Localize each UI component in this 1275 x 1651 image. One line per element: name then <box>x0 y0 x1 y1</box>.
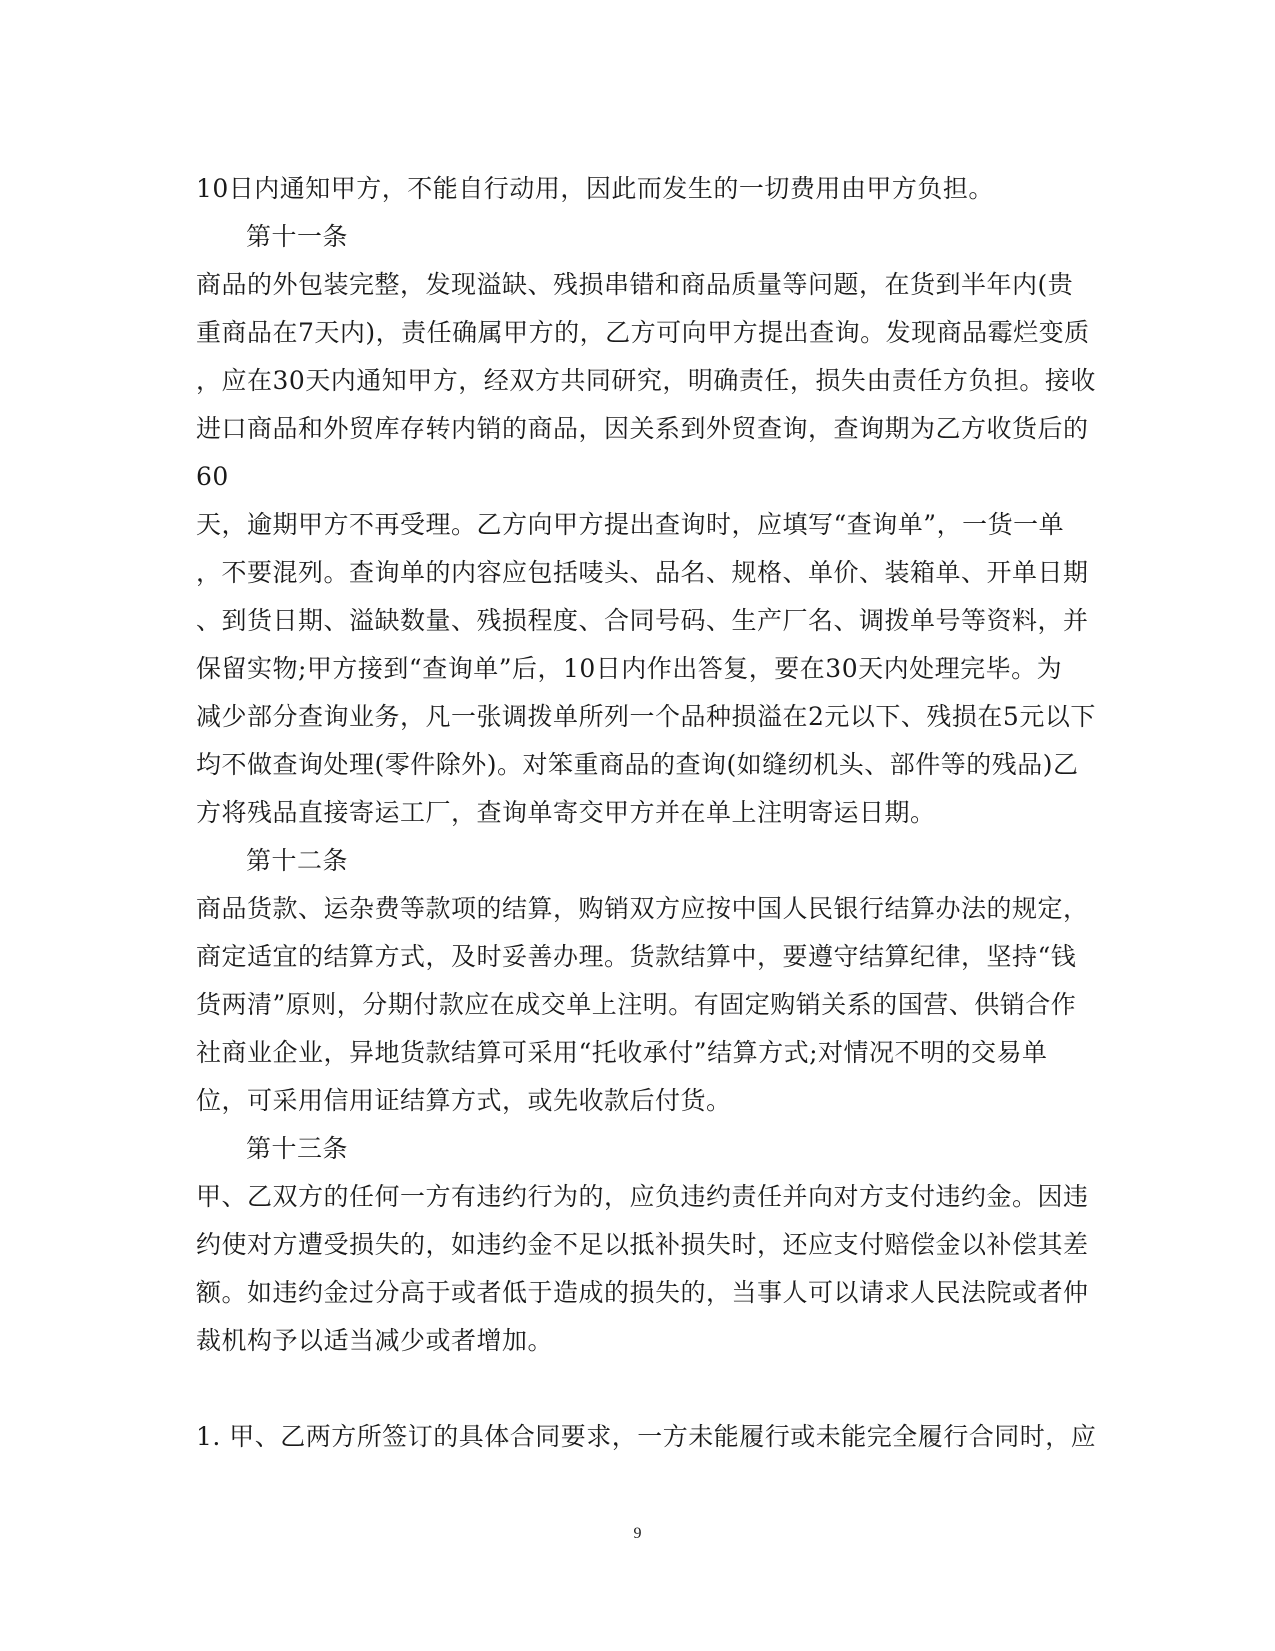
text-line: 减少部分查询业务，凡一张调拨单所列一个品种损溢在2元以下、残损在5元以下 <box>196 702 1096 731</box>
page-number: 9 <box>633 1525 642 1542</box>
text-line: 社商业企业，异地货款结算可采用“托收承付”结算方式;对情况不明的交易单 <box>196 1038 1048 1067</box>
article-heading: 第十一条 <box>246 222 349 251</box>
document-body <box>196 165 1097 1461</box>
text-line: 货两清”原则，分期付款应在成交单上注明。有固定购销关系的国营、供销合作 <box>196 990 1077 1019</box>
text-line: ，不要混列。查询单的内容应包括唛头、品名、规格、单价、装箱单、开单日期 <box>196 558 1089 587</box>
text-line: 、到货日期、溢缺数量、残损程度、合同号码、生产厂名、调拨单号等资料，并 <box>196 606 1089 635</box>
text-line: 保留实物;甲方接到“查询单”后，10日内作出答复，要在30天内处理完毕。为 <box>196 654 1063 683</box>
text-line: 位，可采用信用证结算方式，或先收款后付货。 <box>196 1086 732 1115</box>
text-line: 1. 甲、乙两方所签订的具体合同要求，一方未能履行或未能完全履行合同时，应 <box>196 1422 1097 1451</box>
text-line: 裁机构予以适当减少或者增加。 <box>196 1326 554 1355</box>
paragraph-gap <box>196 1365 1076 1413</box>
article-heading: 第十三条 <box>246 1134 349 1163</box>
text-line: 商品货款、运杂费等款项的结算，购销双方应按中国人民银行结算办法的规定， <box>196 894 1089 923</box>
article-heading: 第十二条 <box>246 846 349 875</box>
text-line: 商品的外包装完整，发现溢缺、残损串错和商品质量等问题，在货到半年内(贵 <box>196 270 1074 299</box>
text-line: 约使对方遭受损失的，如违约金不足以抵补损失时，还应支付赔偿金以补偿其差 <box>196 1230 1089 1259</box>
text-line: 天，逾期甲方不再受理。乙方向甲方提出查询时，应填写“查询单”，一货一单 <box>196 510 1065 539</box>
text-line: 60 <box>196 462 229 491</box>
text-line: 10日内通知甲方，不能自行动用，因此而发生的一切费用由甲方负担。 <box>196 174 994 203</box>
text-line: 额。如违约金过分高于或者低于造成的损失的，当事人可以请求人民法院或者仲 <box>196 1278 1089 1307</box>
text-line: 商定适宜的结算方式，及时妥善办理。货款结算中，要遵守结算纪律，坚持“钱 <box>196 942 1077 971</box>
text-line: ，应在30天内通知甲方，经双方共同研究，明确责任，损失由责任方负担。接收 <box>196 366 1096 395</box>
text-line: 均不做查询处理(零件除外)。对笨重商品的查询(如缝纫机头、部件等的残品)乙 <box>196 750 1079 779</box>
text-line: 甲、乙双方的任何一方有违约行为的，应负违约责任并向对方支付违约金。因违 <box>196 1182 1089 1211</box>
text-line: 重商品在7天内)，责任确属甲方的，乙方可向甲方提出查询。发现商品霉烂变质 <box>196 318 1090 347</box>
text-line: 进口商品和外贸库存转内销的商品，因关系到外贸查询，查询期为乙方收货后的 <box>196 414 1089 443</box>
text-line: 方将残品直接寄运工厂，查询单寄交甲方并在单上注明寄运日期。 <box>196 798 936 827</box>
